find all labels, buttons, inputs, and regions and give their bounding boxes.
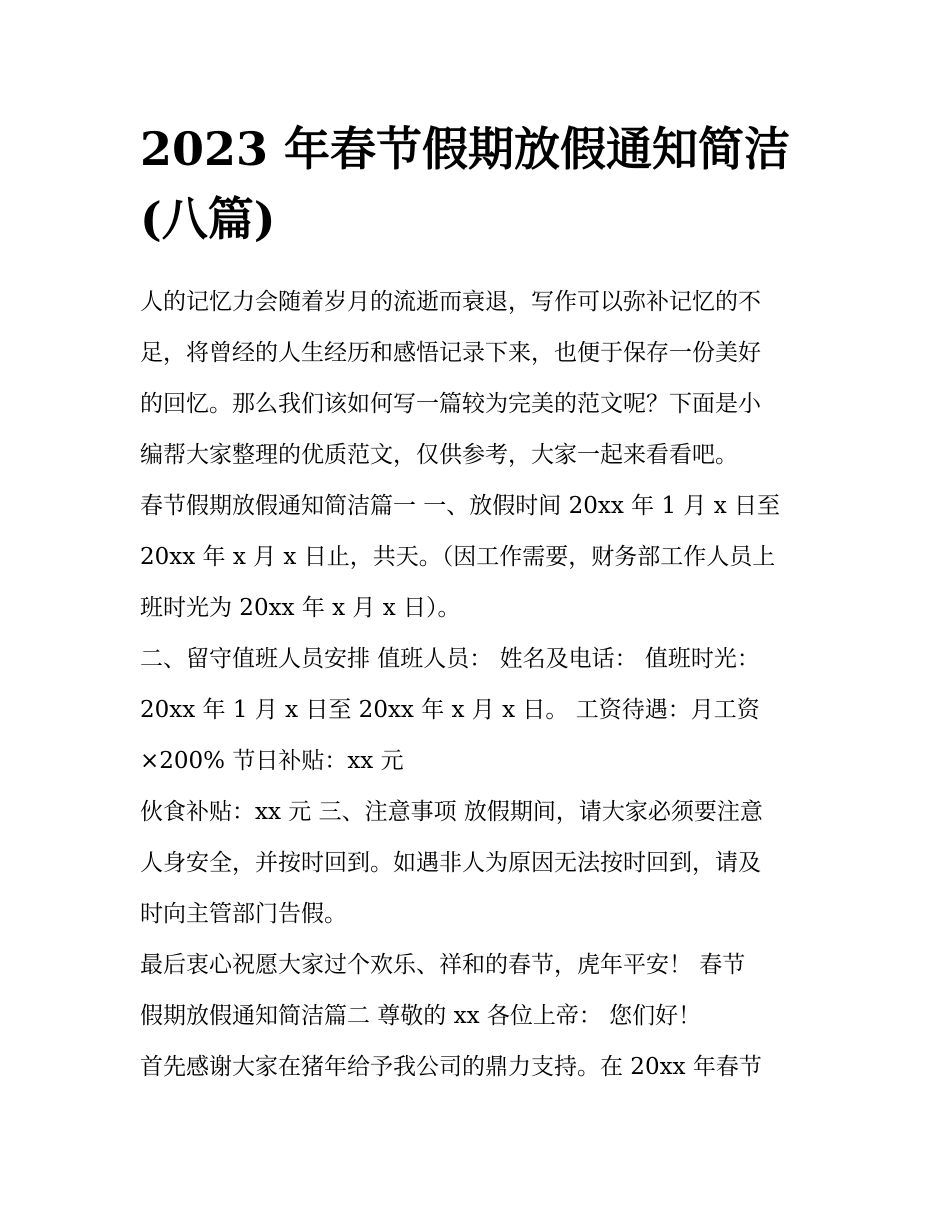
document-body <box>140 277 840 1093</box>
body-line: 首先感谢大家在猪年给予我公司的鼎力支持。在 20xx 年春节 <box>140 1054 762 1080</box>
body-line: 足，将曾经的人生经历和感悟记录下来，也便于保存一份美好 <box>140 340 761 366</box>
body-line: 假期放假通知简洁篇二 尊敬的 xx 各位上帝： 您们好！ <box>140 1003 702 1029</box>
body-line: 人的记忆力会随着岁月的流逝而衰退，写作可以弥补记忆的不 <box>140 289 761 315</box>
body-line: 伙食补贴：xx 元 三、注意事项 放假期间，请大家必须要注意 <box>140 799 763 825</box>
body-line: 班时光为 20xx 年 x 月 x 日）。 <box>140 595 461 621</box>
body-line: 春节假期放假通知简洁篇一 一、放假时间 20xx 年 1 月 x 日至 <box>140 493 780 519</box>
body-line: 20xx 年 1 月 x 日至 20xx 年 x 月 x 日。 工资待遇：月工资 <box>140 697 760 723</box>
document-title <box>140 114 820 254</box>
body-line: 最后衷心祝愿大家过个欢乐、祥和的春节，虎年平安！ 春节 <box>140 952 746 978</box>
body-line: 人身安全，并按时回到。如遇非人为原因无法按时回到，请及 <box>140 850 761 876</box>
body-line: 20xx 年 x 月 x 日止，共天。（因工作需要，财务部工作人员上 <box>140 544 776 570</box>
title-line-1: 2023 年春节假期放假通知简洁 <box>140 122 791 176</box>
title-line-2: (八篇) <box>140 192 276 246</box>
body-line: 二、留守值班人员安排 值班人员： 姓名及电话： 值班时光： <box>140 646 760 672</box>
body-line: 编帮大家整理的优质范文，仅供参考，大家一起来看看吧。 <box>140 442 738 468</box>
body-line: 的回忆。那么我们该如何写一篇较为完美的范文呢？下面是小 <box>140 391 761 417</box>
body-line: 时向主管部门告假。 <box>140 901 347 927</box>
body-line: ×200% 节日补贴：xx 元 <box>140 748 404 774</box>
